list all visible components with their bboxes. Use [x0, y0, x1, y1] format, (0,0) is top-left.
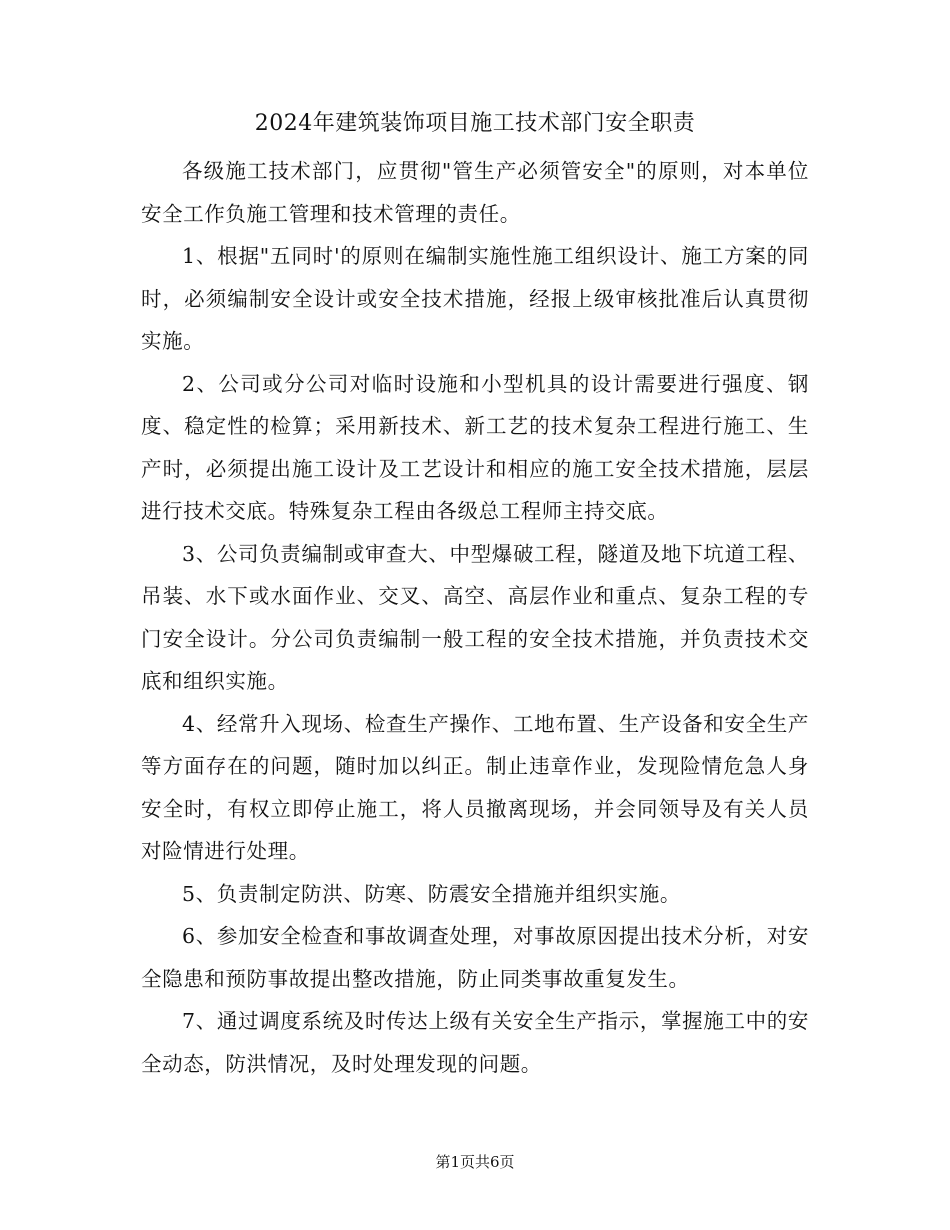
paragraph-item-3: 3、公司负责编制或审查大、中型爆破工程，隧道及地下坑道工程、吊装、水下或水面作业、交叉、高空、高层作业和重点、复杂工程的专门安全设计。分公司负责编制一般工程的安全技术措施，并负责技术交底和组织实施。 — [141, 541, 809, 693]
paragraph-intro: 各级施工技术部门，应贯彻"管生产必须管安全"的原则，对本单位安全工作负施工管理和技术管理的责任。 — [141, 159, 809, 226]
document-body — [141, 150, 809, 1085]
paragraph-item-7: 7、通过调度系统及时传达上级有关安全生产指示，掌握施工中的安全动态，防洪情况，及时处理发现的问题。 — [141, 1009, 809, 1076]
paragraph-item-1: 1、根据"五同时'的原则在编制实施性施工组织设计、施工方案的同时，必须编制安全设计或安全技术措施，经报上级审核批准后认真贯彻实施。 — [141, 244, 809, 353]
paragraph-item-4: 4、经常升入现场、检查生产操作、工地布置、生产设备和安全生产等方面存在的问题，随时加以纠正。制止违章作业，发现险情危急人身安全时，有权立即停止施工，将人员撤离现场，并会同领导及有关人员对险情进行处理。 — [141, 711, 809, 863]
page-number-footer: 第1页共6页 — [435, 1153, 515, 1171]
paragraph-item-2: 2、公司或分公司对临时设施和小型机具的设计需要进行强度、钢度、稳定性的检算；采用新技术、新工艺的技术复杂工程进行施工、生产时，必须提出施工设计及工艺设计和相应的施工安全技术措施，层层进行技术交底。特殊复杂工程由各级总工程师主持交底。 — [141, 371, 809, 523]
document-title: 2024年建筑装饰项目施工技术部门安全职责 — [254, 111, 696, 136]
paragraph-item-5: 5、负责制定防洪、防寒、防震安全措施并组织实施。 — [182, 881, 681, 906]
paragraph-item-6: 6、参加安全检查和事故调查处理，对事故原因提出技术分析，对安全隐患和预防事故提出整改措施，防止同类事故重复发生。 — [141, 924, 809, 991]
